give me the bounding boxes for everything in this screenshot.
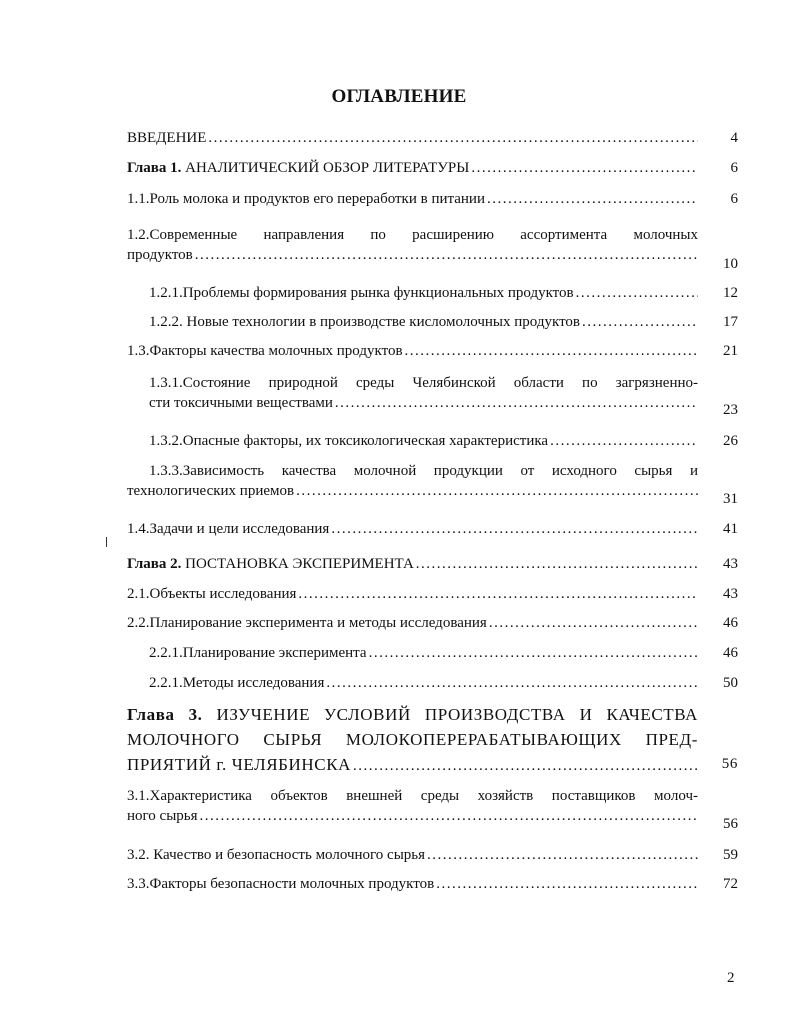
toc-leader-dots — [298, 584, 698, 604]
toc-entry-text: ВВЕДЕНИЕ — [127, 130, 207, 146]
toc-title: ОГЛАВЛЕНИЕ — [331, 86, 467, 107]
toc-leader-dots — [550, 431, 698, 451]
toc-entry-introduction[interactable] — [127, 128, 738, 148]
toc-page-number: 17 — [723, 314, 738, 330]
toc-page-number: 46 — [723, 645, 738, 661]
toc-entry-text: 1.2.2. Новые технологии в производстве кисломолочных продуктов — [149, 314, 581, 330]
toc-page-number: 56 — [723, 816, 738, 832]
toc-page-number: 6 — [730, 160, 738, 176]
toc-page-number: 72 — [723, 876, 738, 892]
toc-entry-chapter-3[interactable] — [127, 702, 738, 779]
toc-page-number: 56 — [721, 756, 738, 772]
toc-page-number: 23 — [723, 402, 738, 418]
toc-page-number: 59 — [723, 847, 738, 863]
toc-page-number: 46 — [723, 615, 738, 631]
toc-entry-1-3-3[interactable] — [127, 461, 738, 507]
toc-entry-text-line1: 1.3.1.Состояние природной среды Челябинской области по загрязненно- — [149, 375, 698, 391]
toc-page-number: 43 — [723, 556, 738, 572]
toc-entry-2-2-1-methods[interactable] — [149, 673, 738, 693]
toc-chapter-label: Глава 3. — [127, 705, 203, 724]
toc-leader-dots — [576, 283, 698, 303]
toc-entry-2-1[interactable] — [127, 584, 738, 604]
toc-entry-1-1[interactable] — [127, 189, 738, 209]
toc-leader-dots — [471, 158, 698, 178]
toc-page-number: 21 — [723, 343, 738, 359]
toc-entry-text: 2.2.1.Планирование эксперимента — [149, 645, 367, 661]
toc-leader-dots — [331, 519, 698, 539]
toc-chapter-label: Глава 1. — [127, 160, 182, 176]
toc-leader-dots — [296, 481, 698, 501]
toc-entry-text: продуктов — [127, 247, 193, 263]
toc-entry-1-4[interactable] — [127, 519, 738, 539]
toc-leader-dots — [405, 341, 698, 361]
toc-leader-dots — [208, 128, 698, 148]
toc-entry-text: ного сырья — [127, 808, 198, 824]
toc-leader-dots — [427, 845, 698, 865]
toc-page-number: 4 — [730, 130, 738, 146]
scan-mark — [106, 537, 107, 547]
toc-page-number: 12 — [723, 285, 738, 301]
toc-chapter-label: Глава 2. — [127, 556, 182, 572]
toc-leader-dots — [200, 806, 698, 826]
toc-page-number: 43 — [723, 586, 738, 602]
toc-entry-2-2[interactable] — [127, 613, 738, 633]
toc-entry-3-2[interactable] — [127, 845, 738, 865]
toc-leader-dots — [353, 754, 698, 779]
toc-entry-text: 2.2.1.Методы исследования — [149, 675, 325, 691]
toc-page-number: 41 — [723, 521, 738, 537]
toc-entry-2-2-1-planning[interactable] — [149, 643, 738, 663]
toc-leader-dots — [582, 312, 698, 332]
toc-page-number: 26 — [723, 433, 738, 449]
toc-entry-1-2-2[interactable] — [149, 312, 738, 332]
toc-page-number: 6 — [730, 191, 738, 207]
toc-page-number: 31 — [723, 491, 738, 507]
toc-entry-text: АНАЛИТИЧЕСКИЙ ОБЗОР ЛИТЕРАТУРЫ — [181, 160, 470, 176]
toc-leader-dots — [436, 874, 698, 894]
toc-entry-text: 2.1.Объекты исследования — [127, 586, 297, 602]
toc-leader-dots — [326, 673, 698, 693]
toc-entry-1-3-2[interactable] — [149, 431, 738, 451]
toc-entry-text: 3.2. Качество и безопасность молочного сырья — [127, 847, 426, 863]
toc-entry-1-2-1[interactable] — [149, 283, 738, 303]
toc-entry-text-line1: ИЗУЧЕНИЕ УСЛОВИЙ ПРОИЗВОДСТВА И КАЧЕСТВА — [202, 705, 698, 724]
toc-leader-dots — [416, 554, 698, 574]
toc-entry-1-2[interactable] — [127, 225, 738, 272]
toc-entry-text-line1: 3.1.Характеристика объектов внешней среды хозяйств поставщиков молоч- — [127, 788, 698, 804]
toc-entry-text: 1.3.2.Опасные факторы, их токсикологическая характеристика — [149, 433, 549, 449]
toc-entry-text-line1: 1.3.3.Зависимость качества молочной продукции от исходного сырья и — [149, 463, 698, 479]
toc-page-number: 50 — [723, 675, 738, 691]
toc-entry-text: сти токсичными веществами — [149, 395, 333, 411]
toc-entry-chapter-2[interactable] — [127, 554, 738, 574]
toc-page-number: 10 — [723, 256, 738, 272]
toc-entry-1-3-1[interactable] — [149, 373, 738, 418]
toc-entry-3-1[interactable] — [127, 786, 738, 832]
toc-leader-dots — [195, 245, 698, 265]
toc-entry-3-3[interactable] — [127, 874, 738, 894]
toc-entry-text: ПРИЯТИЙ г. ЧЕЛЯБИНСКА — [127, 755, 352, 774]
toc-entry-1-3[interactable] — [127, 341, 738, 361]
toc-leader-dots — [335, 393, 698, 413]
toc-entry-text-line1: 1.2.Современные направления по расширению ассортимента молочных — [127, 227, 698, 243]
toc-entry-text: 1.2.1.Проблемы формирования рынка функциональных продуктов — [149, 285, 574, 301]
sheet-page-number: 2 — [727, 970, 735, 986]
toc-entry-text: ПОСТАНОВКА ЭКСПЕРИМЕНТА — [181, 556, 414, 572]
toc-entry-text: технологических приемов — [127, 483, 295, 499]
toc-entry-text: 3.3.Факторы безопасности молочных продуктов — [127, 876, 435, 892]
toc-leader-dots — [487, 189, 698, 209]
toc-entry-text: 1.4.Задачи и цели исследования — [127, 521, 330, 537]
toc-leader-dots — [489, 613, 698, 633]
toc-entry-text: 1.3.Факторы качества молочных продуктов — [127, 343, 403, 359]
toc-entry-text-line2: МОЛОЧНОГО СЫРЬЯ МОЛОКОПЕРЕРАБАТЫВАЮЩИХ ПРЕД- — [127, 730, 698, 749]
toc-entry-chapter-1[interactable] — [127, 158, 738, 178]
toc-entry-text: 1.1.Роль молока и продуктов его переработки в питании — [127, 191, 485, 207]
toc-leader-dots — [369, 643, 698, 663]
toc-entry-text: 2.2.Планирование эксперимента и методы исследования — [127, 615, 487, 631]
